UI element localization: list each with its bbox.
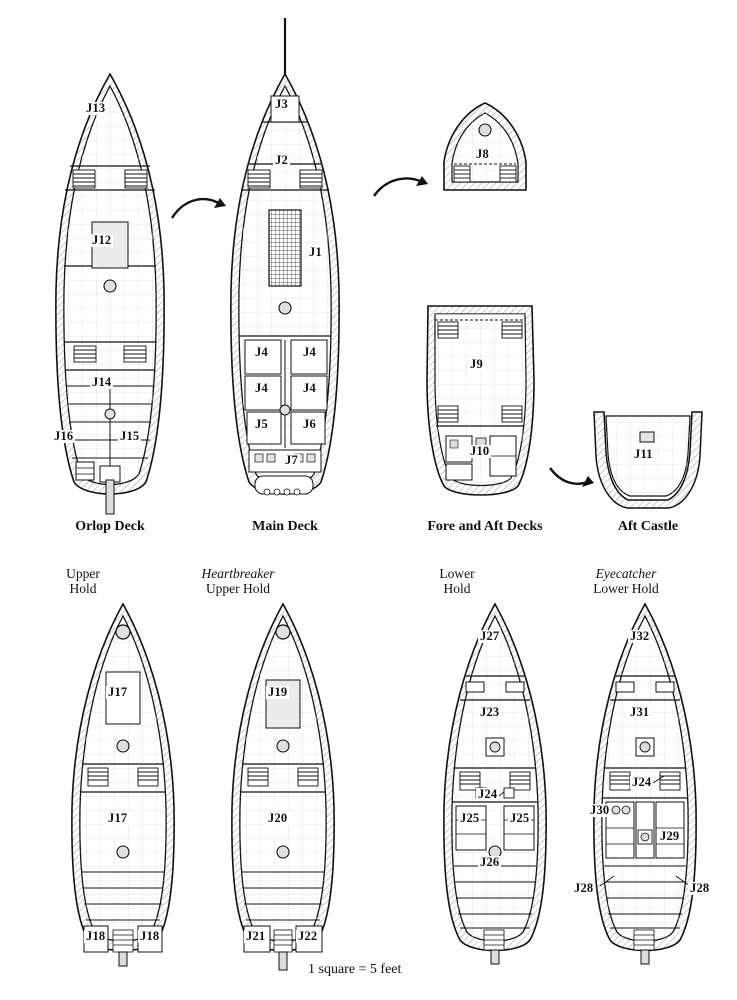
room-label-J4-a: J4: [255, 345, 268, 359]
caption-lower-hold-line1: Lower: [439, 566, 475, 581]
room-label-J4-d: J4: [303, 381, 316, 395]
room-label-J24-a: J24: [478, 787, 498, 801]
caption-upper-hold-line1: Upper: [66, 566, 100, 581]
room-label-J21: J21: [246, 929, 266, 943]
caption-aft-castle: Aft Castle: [617, 519, 679, 534]
room-label-J30: J30: [590, 803, 610, 817]
room-label-J10: J10: [470, 444, 490, 458]
deck-aft-j9-j10: [410, 300, 550, 500]
caption-upper-hold-line2: Hold: [69, 581, 97, 596]
room-label-J28-a: J28: [574, 881, 594, 895]
room-label-J1: J1: [309, 245, 322, 259]
room-label-J12: J12: [92, 233, 112, 247]
caption-eyecatcher-lower-hold: [556, 566, 696, 596]
room-label-J4-c: J4: [255, 381, 268, 395]
room-label-J32: J32: [630, 629, 650, 643]
caption-fore-and-aft-decks: Fore and Aft Decks: [427, 519, 543, 534]
caption-heartbreaker-name: Heartbreaker: [201, 566, 275, 581]
caption-eyecatcher-name: Eyecatcher: [595, 566, 657, 581]
caption-eyecatcher-line2: Lower Hold: [593, 581, 659, 596]
room-label-J3: J3: [275, 97, 288, 111]
room-label-J23: J23: [480, 705, 500, 719]
deck-orlop: [40, 70, 180, 510]
room-label-J14: J14: [92, 375, 112, 389]
room-label-J16: J16: [54, 429, 74, 443]
caption-lower-hold-line2: Hold: [443, 581, 471, 596]
room-label-J31: J31: [630, 705, 650, 719]
caption-lower-hold-left: [412, 566, 502, 596]
caption-heartbreaker-upper-hold: [168, 566, 308, 596]
room-label-J7: J7: [285, 453, 298, 467]
room-label-J2: J2: [275, 153, 288, 167]
room-label-J18-a: J18: [86, 929, 106, 943]
room-label-J13: J13: [86, 101, 106, 115]
room-label-J9: J9: [470, 357, 483, 371]
room-label-J20: J20: [268, 811, 288, 825]
room-label-J17-a: J17: [108, 685, 128, 699]
room-label-J26: J26: [480, 855, 500, 869]
room-label-J18-b: J18: [140, 929, 160, 943]
room-label-J6: J6: [303, 417, 316, 431]
deck-aft-castle: [588, 408, 708, 508]
room-label-J25-b: J25: [510, 811, 530, 825]
room-label-J11: J11: [634, 447, 653, 461]
arrow-orlop-to-main: [168, 190, 228, 226]
caption-heartbreaker-line2: Upper Hold: [205, 581, 271, 596]
scale-note: 1 square = 5 feet: [308, 962, 402, 977]
room-label-J17-b: J17: [108, 811, 128, 825]
room-label-J25-a: J25: [460, 811, 480, 825]
room-label-J8: J8: [476, 147, 489, 161]
arrow-main-to-fore: [370, 170, 430, 206]
room-label-J19: J19: [268, 685, 288, 699]
arrow-aft-to-castle: [548, 462, 598, 492]
room-label-J5: J5: [255, 417, 268, 431]
deck-upper-hold-left: [58, 600, 188, 960]
room-label-J22: J22: [298, 929, 318, 943]
room-label-J4-b: J4: [303, 345, 316, 359]
room-label-J24-b: J24: [632, 775, 652, 789]
caption-main-deck: Main Deck: [252, 519, 318, 534]
deck-heartbreaker-upper-hold: [218, 600, 348, 960]
deck-lower-hold-left: [430, 600, 560, 960]
room-label-J28-b: J28: [690, 881, 710, 895]
room-label-J27: J27: [480, 629, 500, 643]
deck-main: [215, 18, 355, 510]
deck-fore-j8: [430, 100, 540, 200]
room-label-J15: J15: [120, 429, 140, 443]
room-label-J29: J29: [660, 829, 680, 843]
deck-eyecatcher-lower-hold: [574, 600, 710, 960]
caption-orlop-deck: Orlop Deck: [75, 519, 145, 534]
caption-upper-hold-left: [38, 566, 128, 596]
